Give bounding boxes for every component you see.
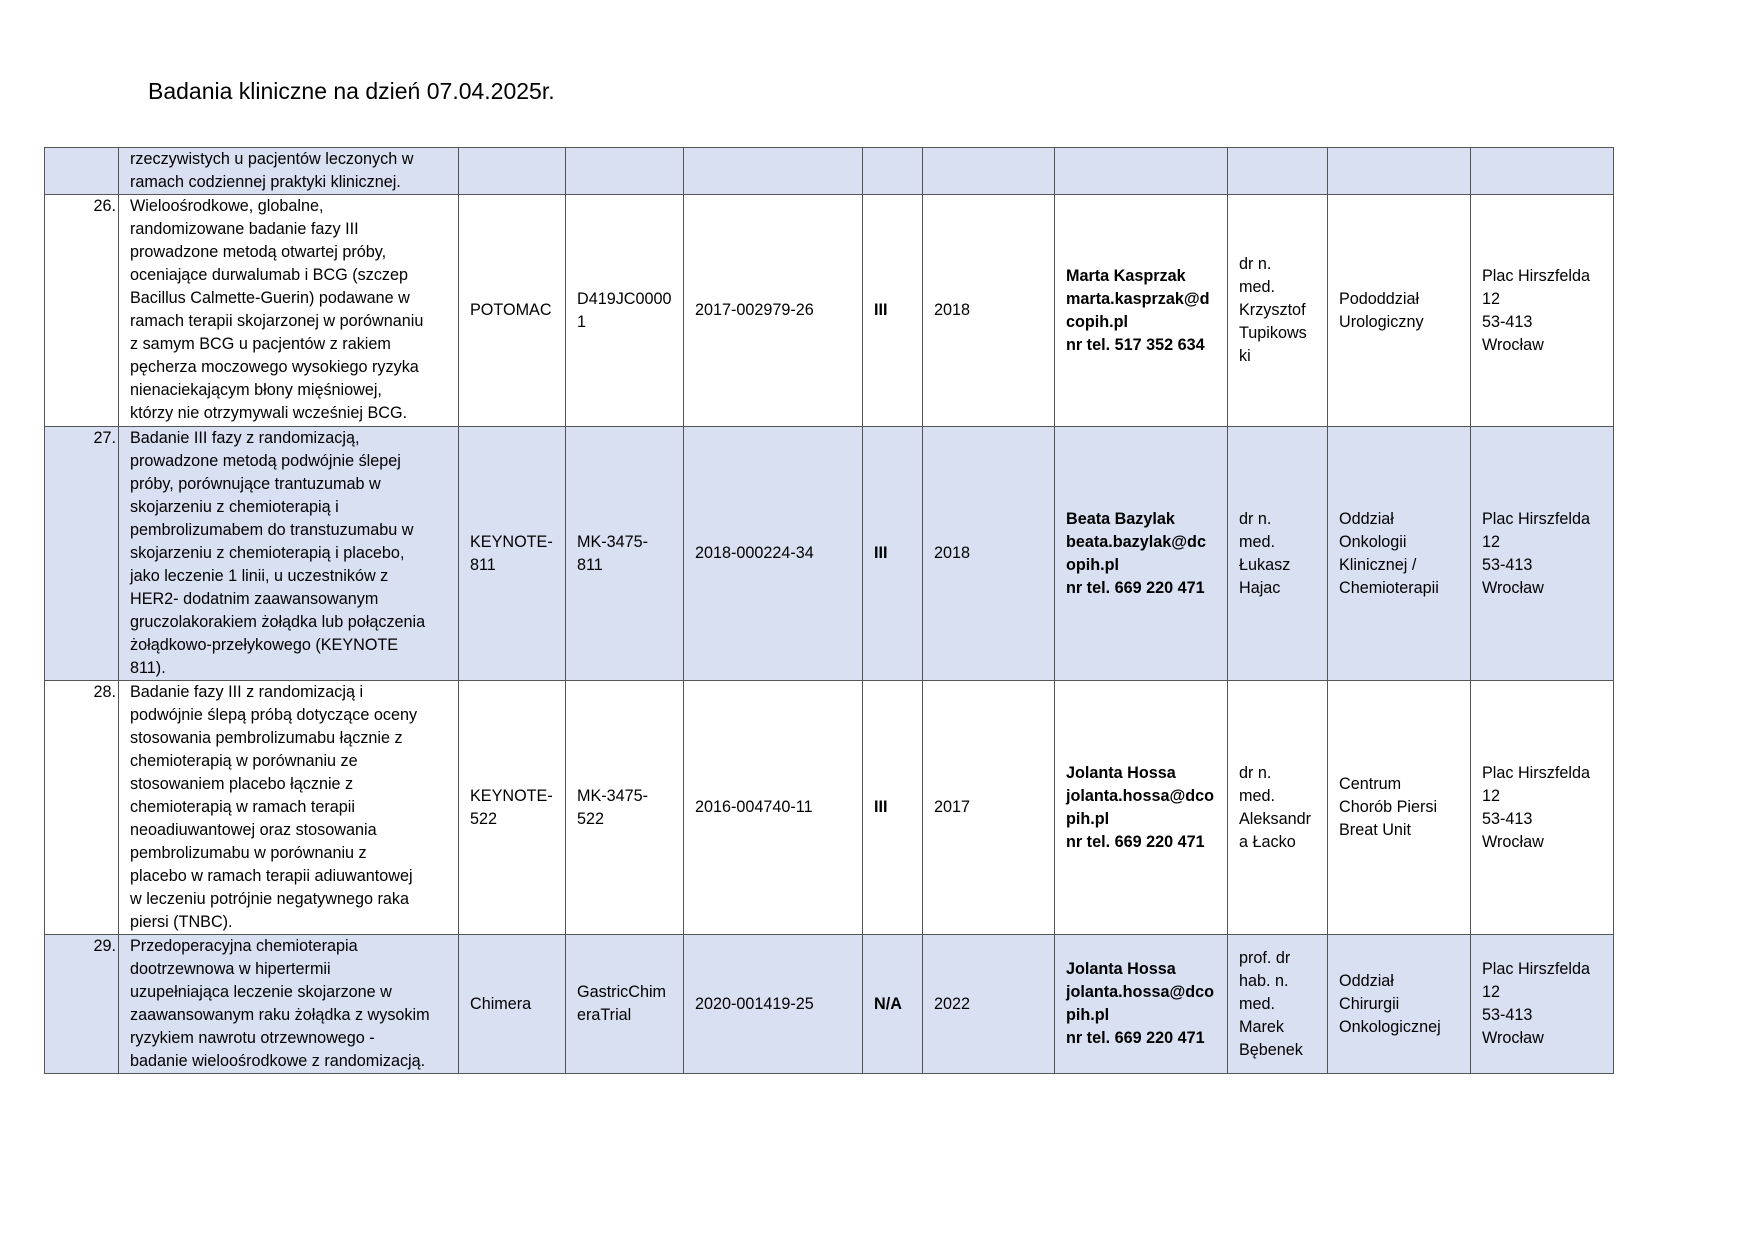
cell-description-line: którzy nie otrzymywali wcześniej BCG. [130, 404, 408, 422]
cell-description-line: Badanie III fazy z randomizacją, [130, 429, 360, 447]
cell-description [119, 427, 459, 681]
cell-investigator-line: med. [1239, 994, 1275, 1013]
cell-coordinator-contact-line: jolanta.hossa@dco [1066, 983, 1215, 1001]
cell-department-line: Onkologicznej [1339, 1017, 1441, 1036]
cell-description-line: próby, porównujące trantuzumab w [130, 475, 381, 493]
cell-department-line: Chemioterapii [1339, 578, 1439, 597]
cell-investigator-line: med. [1239, 532, 1275, 551]
cell-description-line: ramach terapii skojarzonej w porównaniu [130, 312, 424, 330]
cell-number: 27. [45, 427, 119, 681]
cell-eudract-number: 2016-004740-11 [684, 681, 863, 935]
cell-address-line: Wrocław [1482, 578, 1544, 597]
cell-description-line: z samym BCG u pacjentów z rakiem [130, 335, 391, 353]
cell-investigator-line: Marek [1239, 1017, 1284, 1036]
cell-description-line: HER2- dodatnim zaawansowanym [130, 590, 379, 608]
cell-protocol [566, 148, 684, 195]
cell-address-line: Plac Hirszfelda [1482, 509, 1590, 528]
cell-investigator-line: ki [1239, 347, 1251, 365]
cell-number: 28. [45, 681, 119, 935]
cell-protocol-line: MK-3475- [577, 532, 649, 551]
cell-investigator [1228, 148, 1328, 195]
table-row [45, 148, 1614, 195]
cell-description-line: pembrolizumabu w porównaniu z [130, 844, 367, 862]
cell-description-line: neoadiuwantowej oraz stosowania [130, 821, 377, 839]
cell-address-line: 12 [1482, 532, 1501, 551]
cell-investigator-line: Krzysztof [1239, 301, 1306, 319]
cell-coordinator-contact [1055, 148, 1228, 195]
cell-description-line: żołądkowo-przełykowego (KEYNOTE [130, 636, 399, 654]
cell-description-line: badanie wieloośrodkowe z randomizacją. [130, 1052, 426, 1070]
cell-address [1471, 148, 1614, 195]
cell-eudract-number: 2020-001419-25 [684, 935, 863, 1074]
clinical-trials-table [44, 147, 1614, 1074]
cell-coordinator-contact-line: Jolanta Hossa [1066, 960, 1176, 978]
cell-address [1471, 935, 1614, 1074]
cell-coordinator-contact [1055, 427, 1228, 681]
cell-coordinator-contact [1055, 935, 1228, 1074]
cell-protocol-line: 522 [577, 809, 605, 828]
cell-protocol-line: D419JC0000 [577, 289, 672, 308]
cell-protocol [566, 427, 684, 681]
table-body [45, 148, 1614, 1074]
cell-address-line: 53-413 [1482, 555, 1533, 574]
cell-description-line: skojarzeniu z chemioterapią i placebo, [130, 544, 405, 562]
cell-phase: III [863, 427, 923, 681]
cell-investigator-line: Tupikows [1239, 324, 1307, 342]
cell-address [1471, 195, 1614, 427]
cell-description-line: ryzykiem nawrotu otrzewnowego - [130, 1029, 375, 1047]
cell-investigator-line: dr n. [1239, 255, 1272, 273]
cell-acronym-line: 522 [470, 809, 498, 828]
cell-investigator-line: Łukasz [1239, 555, 1291, 574]
cell-phase: N/A [863, 935, 923, 1074]
cell-investigator [1228, 935, 1328, 1074]
cell-description-line: dootrzewnowa w hipertermii [130, 960, 331, 978]
cell-description-line: stosowaniem placebo łącznie z [130, 775, 354, 793]
cell-department [1328, 148, 1471, 195]
cell-description-line: prowadzone metodą podwójnie ślepej [130, 452, 401, 470]
cell-year: 2018 [923, 195, 1055, 427]
cell-description-line: prowadzone metodą otwartej próby, [130, 243, 387, 261]
cell-acronym [459, 681, 566, 935]
cell-protocol-line: eraTrial [577, 1006, 632, 1024]
cell-coordinator-contact-line: marta.kasprzak@d [1066, 289, 1210, 308]
table-row [45, 935, 1614, 1074]
cell-description-line: placebo w ramach terapii adiuwantowej [130, 867, 413, 885]
cell-acronym [459, 195, 566, 427]
cell-coordinator-contact-line: opih.pl [1066, 555, 1120, 574]
cell-description-line: ramach codziennej praktyki klinicznej. [130, 173, 401, 191]
cell-description-line: gruczolakorakiem żołądka lub połączenia [130, 613, 426, 631]
cell-description-line: nienaciekającym błony mięśniowej, [130, 381, 382, 399]
cell-address-line: Wrocław [1482, 335, 1544, 354]
cell-description-line: Wieloośrodkowe, globalne, [130, 197, 324, 215]
cell-coordinator-contact-line: nr tel. 669 220 471 [1066, 578, 1205, 597]
cell-description-line: chemioterapią w porównaniu ze [130, 752, 358, 770]
cell-address-line: Plac Hirszfelda [1482, 266, 1590, 285]
cell-investigator-line: Aleksandr [1239, 809, 1311, 828]
cell-year: 2017 [923, 681, 1055, 935]
cell-description [119, 935, 459, 1074]
cell-description-line: 811). [130, 659, 166, 677]
cell-coordinator-contact-line: Beata Bazylak [1066, 509, 1175, 528]
cell-description [119, 148, 459, 195]
cell-department-line: Pododdział [1339, 289, 1420, 308]
cell-coordinator-contact-line: nr tel. 669 220 471 [1066, 1029, 1205, 1047]
cell-protocol-line: 811 [577, 555, 603, 574]
cell-number: 29. [45, 935, 119, 1074]
cell-department-line: Onkologii [1339, 532, 1407, 551]
cell-protocol [566, 681, 684, 935]
cell-address [1471, 427, 1614, 681]
cell-coordinator-contact-line: Jolanta Hossa [1066, 763, 1176, 782]
cell-acronym-line: KEYNOTE- [470, 532, 553, 551]
cell-investigator-line: hab. n. [1239, 971, 1289, 990]
cell-investigator-line: a Łacko [1239, 832, 1296, 851]
cell-investigator-line: med. [1239, 786, 1275, 805]
cell-number [45, 148, 119, 195]
cell-description [119, 681, 459, 935]
cell-eudract-number: 2018-000224-34 [684, 427, 863, 681]
cell-eudract-number [684, 148, 863, 195]
cell-department-line: Urologiczny [1339, 312, 1424, 331]
cell-description-line: jako leczenie 1 linii, u uczestników z [130, 567, 389, 585]
cell-investigator-line: prof. dr [1239, 948, 1291, 967]
cell-coordinator-contact-line: pih.pl [1066, 809, 1110, 828]
cell-address-line: 53-413 [1482, 809, 1533, 828]
cell-investigator-line: dr n. [1239, 763, 1272, 782]
cell-coordinator-contact-line: beata.bazylak@dc [1066, 532, 1206, 551]
cell-protocol [566, 935, 684, 1074]
cell-phase: III [863, 681, 923, 935]
cell-year: 2022 [923, 935, 1055, 1074]
cell-description-line: randomizowane badanie fazy III [130, 220, 359, 238]
cell-department-line: Breat Unit [1339, 821, 1411, 839]
cell-description-line: podwójnie ślepą próbą dotyczące oceny [130, 706, 418, 724]
cell-description-line: uzupełniająca leczenie skojarzone w [130, 983, 392, 1001]
cell-coordinator-contact-line: pih.pl [1066, 1006, 1110, 1024]
cell-investigator [1228, 427, 1328, 681]
cell-investigator-line: Bębenek [1239, 1040, 1303, 1059]
cell-address-line: Wrocław [1482, 1029, 1544, 1047]
cell-coordinator-contact-line: copih.pl [1066, 312, 1129, 331]
cell-description-line: Badanie fazy III z randomizacją i [130, 683, 364, 701]
cell-department-line: Klinicznej / [1339, 555, 1417, 574]
cell-department-line: Oddział [1339, 971, 1394, 990]
cell-address-line: 12 [1482, 786, 1501, 805]
cell-protocol-line: GastricChim [577, 983, 667, 1001]
cell-coordinator-contact-line: nr tel. 669 220 471 [1066, 832, 1205, 851]
cell-description-line: piersi (TNBC). [130, 913, 233, 931]
cell-coordinator-contact-line: nr tel. 517 352 634 [1066, 335, 1205, 354]
cell-investigator-line: Hajac [1239, 578, 1281, 597]
cell-year [923, 148, 1055, 195]
cell-address-line: 12 [1482, 983, 1501, 1001]
cell-department [1328, 935, 1471, 1074]
cell-acronym-line: POTOMAC [470, 301, 552, 319]
cell-acronym-line: 811 [470, 555, 496, 574]
cell-address [1471, 681, 1614, 935]
cell-department [1328, 427, 1471, 681]
cell-address-line: Plac Hirszfelda [1482, 960, 1590, 978]
cell-protocol [566, 195, 684, 427]
cell-description [119, 195, 459, 427]
cell-description-line: pęcherza moczowego wysokiego ryzyka [130, 358, 419, 376]
table-row [45, 195, 1614, 427]
cell-description-line: oceniające durwalumab i BCG (szczep [130, 266, 409, 284]
cell-address-line: Plac Hirszfelda [1482, 763, 1590, 782]
cell-description-line: w leczeniu potrójnie negatywnego raka [130, 890, 409, 908]
cell-description-line: rzeczywistych u pacjentów leczonych w [130, 150, 414, 168]
page-title: Badania kliniczne na dzień 07.04.2025r. [148, 78, 555, 104]
cell-description-line: zaawansowanym raku żołądka z wysokim [130, 1006, 430, 1024]
cell-acronym-line: Chimera [470, 994, 532, 1013]
cell-department-line: Chorób Piersi [1339, 798, 1438, 816]
cell-number: 26. [45, 195, 119, 427]
cell-coordinator-contact [1055, 681, 1228, 935]
cell-protocol-line: MK-3475- [577, 786, 649, 805]
cell-description-line: pembrolizumabem do transtuzumabu w [130, 521, 414, 539]
cell-description-line: skojarzeniu z chemioterapią i [130, 498, 339, 516]
cell-acronym [459, 935, 566, 1074]
cell-investigator-line: med. [1239, 278, 1275, 296]
table-row [45, 427, 1614, 681]
cell-description-line: chemioterapią w ramach terapii [130, 798, 355, 816]
cell-acronym [459, 148, 566, 195]
cell-eudract-number: 2017-002979-26 [684, 195, 863, 427]
cell-acronym [459, 427, 566, 681]
cell-phase [863, 148, 923, 195]
cell-investigator-line: dr n. [1239, 509, 1272, 528]
cell-description-line: stosowania pembrolizumabu łącznie z [130, 729, 403, 747]
cell-department-line: Centrum [1339, 775, 1402, 793]
cell-department [1328, 681, 1471, 935]
cell-description-line: Przedoperacyjna chemioterapia [130, 937, 358, 955]
cell-description-line: Bacillus Calmette-Guerin) podawane w [130, 289, 410, 307]
cell-investigator [1228, 681, 1328, 935]
cell-coordinator-contact-line: jolanta.hossa@dco [1066, 786, 1215, 805]
cell-address-line: 12 [1482, 289, 1501, 308]
cell-department [1328, 195, 1471, 427]
cell-department-line: Chirurgii [1339, 994, 1400, 1013]
table-row [45, 681, 1614, 935]
cell-address-line: 53-413 [1482, 312, 1533, 331]
cell-acronym-line: KEYNOTE- [470, 786, 553, 805]
cell-address-line: 53-413 [1482, 1006, 1533, 1024]
cell-address-line: Wrocław [1482, 832, 1544, 851]
cell-protocol-line: 1 [577, 312, 587, 331]
cell-coordinator-contact [1055, 195, 1228, 427]
cell-coordinator-contact-line: Marta Kasprzak [1066, 266, 1186, 285]
cell-year: 2018 [923, 427, 1055, 681]
cell-department-line: Oddział [1339, 509, 1394, 528]
cell-phase: III [863, 195, 923, 427]
cell-investigator [1228, 195, 1328, 427]
